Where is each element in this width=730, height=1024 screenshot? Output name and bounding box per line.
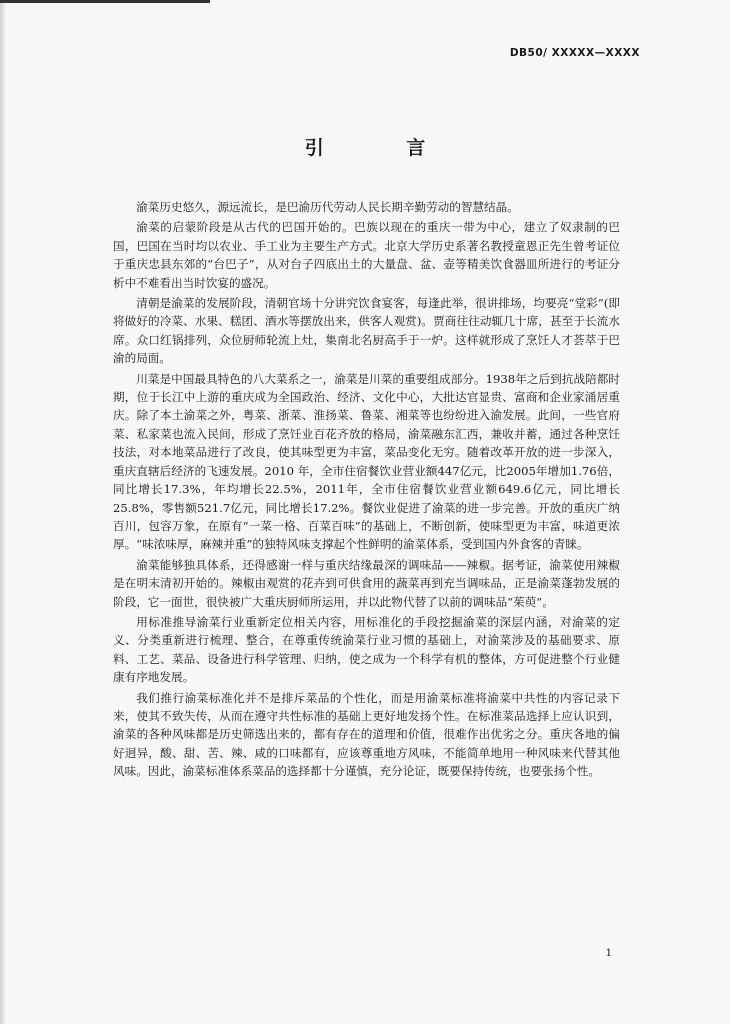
body-text [113,198,620,783]
paragraph: 用标准推导渝菜行业重新定位相关内容，用标准化的手段挖掘渝菜的深层内涵，对渝菜的定义、分类重新进行梳理、整合，在尊重传统渝菜行业习惯的基础上，对渝菜涉及的基础要求、原料、工艺、菜品、设备进行科学管理、归纳，使之成为一个科学有机的整体，方可促进整个行业健康有序地发展。 [113,614,620,685]
paragraph: 渝菜能够独具体系，还得感谢一样与重庆结缘最深的调味品——辣椒。据考证，渝菜使用辣椒是在明末清初开始的。辣椒由观赏的花卉到可供食用的蔬菜再到充当调味品，正是渝菜蓬勃发展的阶段，它一面世，很快被广大重庆厨师所运用，并以此物代替了以前的调味品“茱萸”。 [113,557,620,609]
section-title: 引 言 [304,137,464,159]
paragraph: 清朝是渝菜的发展阶段，清朝官场十分讲究饮食宴客，每逢此举，很讲排场，均要亮“堂彩”(即将做好的冷菜、水果、糕团、酒水等摆放出来，供客人观赏)。贾商往往动辄几十席，甚至于长流水席。众口红锅排列，众位厨师轮流上灶，集南北名厨高手于一炉。这样就形成了烹饪人才荟萃于巴渝的局面。 [113,296,620,366]
document-code: DB50/ XXXXX—XXXX [509,47,640,59]
paragraph: 渝菜的启蒙阶段是从古代的巴国开始的。巴族以现在的重庆一带为中心，建立了奴隶制的巴国，巴国在当时均以农业、手工业为主要生产方式。北京大学历史系著名教授童恩正先生曾考证位于重庆忠县东郊的“台巴子”，从对台子四底出土的大量盘、盆、壶等精美饮食器皿所进行的考证分析中不难看出当时饮宴的盛况。 [113,220,620,290]
paragraph: 川菜是中国最具特色的八大菜系之一，渝菜是川菜的重要组成部分。1938年之后到抗战陪都时期，位于长江中上游的重庆成为全国政治、经济、文化中心，大批达官显贵、富商和企业家涌居重庆。除了本土渝菜之外，粤菜、浙菜、淮扬菜、鲁菜、湘菜等也纷纷进入渝发展。此间，一些官府菜、私家菜也流入民间，形成了烹饪业百花齐放的格局，渝菜融东汇西，兼收并蓄，通过各种烹饪技法，对本地菜品进行了改良，使其味型更为丰富，菜品变化无穷。随着改革开放的进一步深入，重庆直辖后经济的飞速发展。2010 年，全市住宿餐饮业营业额447亿元，比2005年增加1.76倍，同比增长17.3%，年均增长22.5%，2011年，全市住宿餐饮业营业额649.6亿元，同比增长25.8%，零售额521.7亿元，同比增长17.2%。餐饮业促进了渝菜的进一步完善。开放的重庆广纳百川，包容万象，在原有“一菜一格、百菜百味”的基础上，不断创新，使味型更为丰富，味道更浓厚。“味浓味厚，麻辣并重”的独特风味支撑起个性鲜明的渝菜体系，受到国内外食客的青睐。 [113,371,620,552]
page-number: 1 [605,948,612,959]
header-rule [0,0,210,3]
paragraph: 我们推行渝菜标准化并不是排斥菜品的个性化，而是用渝菜标准将渝菜中共性的内容记录下来，使其不致失传，从而在遵守共性标准的基础上更好地发扬个性。在标准菜品选择上应认识到，渝菜的各种风味都是历史筛选出来的，都有存在的道理和价值，很难作出优劣之分。重庆各地的偏好迥异，酸、甜、苦、辣、咸的口味都有，应该尊重地方风味，不能简单地用一种风味来代替其他风味。因此，渝菜标准体系菜品的选择都十分谨慎，充分论证，既要保持传统，也要张扬个性。 [113,690,620,779]
paragraph: 渝菜历史悠久，源远流长，是巴渝历代劳动人民长期辛勤劳动的智慧结晶。 [136,200,519,214]
